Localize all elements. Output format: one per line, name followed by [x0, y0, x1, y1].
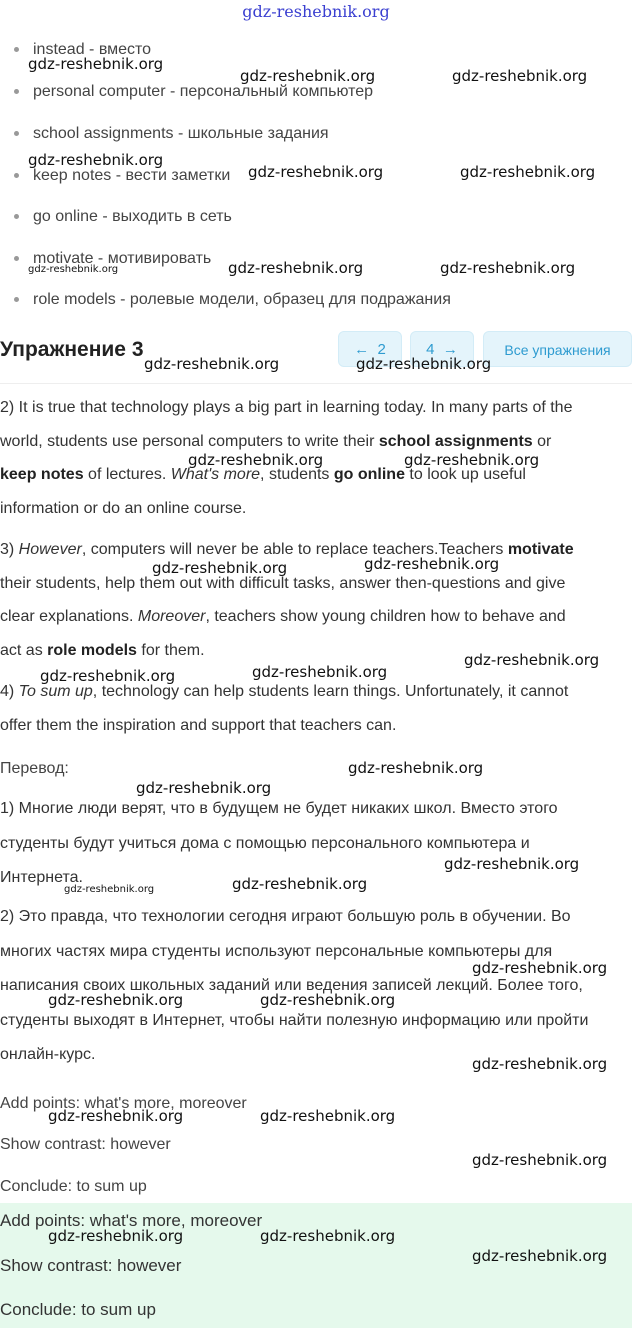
vocab-item: role models - ролевые модели, образец для подражания	[14, 289, 451, 311]
site-header[interactable]: gdz-reshebnik.org	[242, 2, 390, 21]
watermark: gdz-reshebnik.org	[40, 667, 176, 685]
highlight-panel	[0, 1203, 632, 1328]
watermark: gdz-reshebnik.org	[48, 991, 184, 1009]
highlight-contrast: Show contrast: however	[0, 1256, 182, 1275]
watermark: gdz-reshebnik.org	[248, 163, 384, 181]
watermark: gdz-reshebnik.org	[28, 264, 119, 275]
all-exercises-button[interactable]: Все упражнения	[483, 331, 632, 367]
translation-paragraph-2: 2) Это правда, что технологии сегодня играют большую роль в обучении. Во многих частях мира студенты используют персональные компьютеры для написания своих школьных заданий или ведения записей лекций. Более того, студенты выходят в Интернет, чтобы найти полезную информацию или пройти онлайн-курс.	[0, 908, 589, 1063]
watermark: gdz-reshebnik.org	[348, 759, 484, 777]
watermark: gdz-reshebnik.org	[460, 163, 596, 181]
watermark: gdz-reshebnik.org	[144, 355, 280, 373]
paragraph-2: 2) It is true that technology plays a big part in learning today. In many parts of the world, students use personal computers to write their school assignments or keep notes of lectures. What's more, students go online to look up useful information or do an online course.	[0, 399, 573, 517]
watermark: gdz-reshebnik.org	[232, 875, 368, 893]
watermark: gdz-reshebnik.org	[356, 355, 492, 373]
exercise-title: Упражнение 3	[0, 338, 144, 361]
watermark: gdz-reshebnik.org	[472, 959, 608, 977]
vocab-item: go online - выходить в сеть	[14, 206, 232, 228]
watermark: gdz-reshebnik.org	[444, 855, 580, 873]
watermark: gdz-reshebnik.org	[64, 884, 155, 895]
arrow-left-icon: ←	[354, 341, 370, 358]
watermark: gdz-reshebnik.org	[240, 67, 376, 85]
bullet-icon	[14, 297, 19, 302]
watermark: gdz-reshebnik.org	[28, 55, 164, 73]
vocab-item: instead - вместо	[14, 39, 151, 61]
watermark: gdz-reshebnik.org	[472, 1151, 608, 1169]
bullet-icon	[14, 214, 19, 219]
divider	[0, 383, 632, 384]
paragraph-3: 3) However, computers will never be able to replace teachers.Teachers motivate their students, help them out with difficult tasks, answer then-questions and give clear explanations. Moreover, teachers show young children how to behave and act as role models for them.	[0, 541, 574, 659]
paragraph-4: 4) To sum up, technology can help students learn things. Unfortunately, it cannot offer them the inspiration and support that teachers can.	[0, 683, 569, 734]
bullet-icon	[14, 256, 19, 261]
highlight-conclude: Conclude: to sum up	[0, 1300, 156, 1319]
translation-paragraph-1: 1) Многие люди верят, что в будущем не будет никаких школ. Вместо этого студенты будут учиться дома с помощью персонального компьютера и Интернета.	[0, 800, 558, 886]
prev-exercise-number: 2	[377, 341, 386, 358]
highlight-add-points: Add points: what's more, moreover	[0, 1211, 263, 1230]
arrow-right-icon: →	[442, 341, 458, 358]
vocab-item: keep notes - вести заметки	[14, 165, 230, 187]
summary-add-points: Add points: what's more, moreover	[0, 1095, 247, 1112]
watermark: gdz-reshebnik.org	[48, 1227, 184, 1245]
vocab-item: personal computer - персональный компьютер	[14, 81, 373, 103]
bullet-icon	[14, 89, 19, 94]
watermark: gdz-reshebnik.org	[464, 651, 600, 669]
vocab-item: motivate - мотивировать	[14, 248, 211, 270]
watermark: gdz-reshebnik.org	[260, 1107, 396, 1125]
bullet-icon	[14, 47, 19, 52]
watermark: gdz-reshebnik.org	[404, 451, 540, 469]
watermark: gdz-reshebnik.org	[472, 1055, 608, 1073]
watermark: gdz-reshebnik.org	[452, 67, 588, 85]
watermark: gdz-reshebnik.org	[472, 1247, 608, 1265]
bullet-icon	[14, 173, 19, 178]
summary-conclude: Conclude: to sum up	[0, 1178, 147, 1195]
watermark: gdz-reshebnik.org	[152, 559, 288, 577]
vocab-item: school assignments - школьные задания	[14, 123, 329, 145]
watermark: gdz-reshebnik.org	[28, 151, 164, 169]
watermark: gdz-reshebnik.org	[188, 451, 324, 469]
watermark: gdz-reshebnik.org	[260, 1227, 396, 1245]
watermark: gdz-reshebnik.org	[260, 991, 396, 1009]
watermark: gdz-reshebnik.org	[440, 259, 576, 277]
next-exercise-number: 4	[426, 341, 435, 358]
watermark: gdz-reshebnik.org	[48, 1107, 184, 1125]
summary-contrast: Show contrast: however	[0, 1136, 171, 1153]
watermark: gdz-reshebnik.org	[252, 663, 388, 681]
translation-label: Перевод:	[0, 760, 69, 777]
watermark: gdz-reshebnik.org	[228, 259, 364, 277]
watermark: gdz-reshebnik.org	[136, 779, 272, 797]
watermark: gdz-reshebnik.org	[364, 555, 500, 573]
bullet-icon	[14, 131, 19, 136]
